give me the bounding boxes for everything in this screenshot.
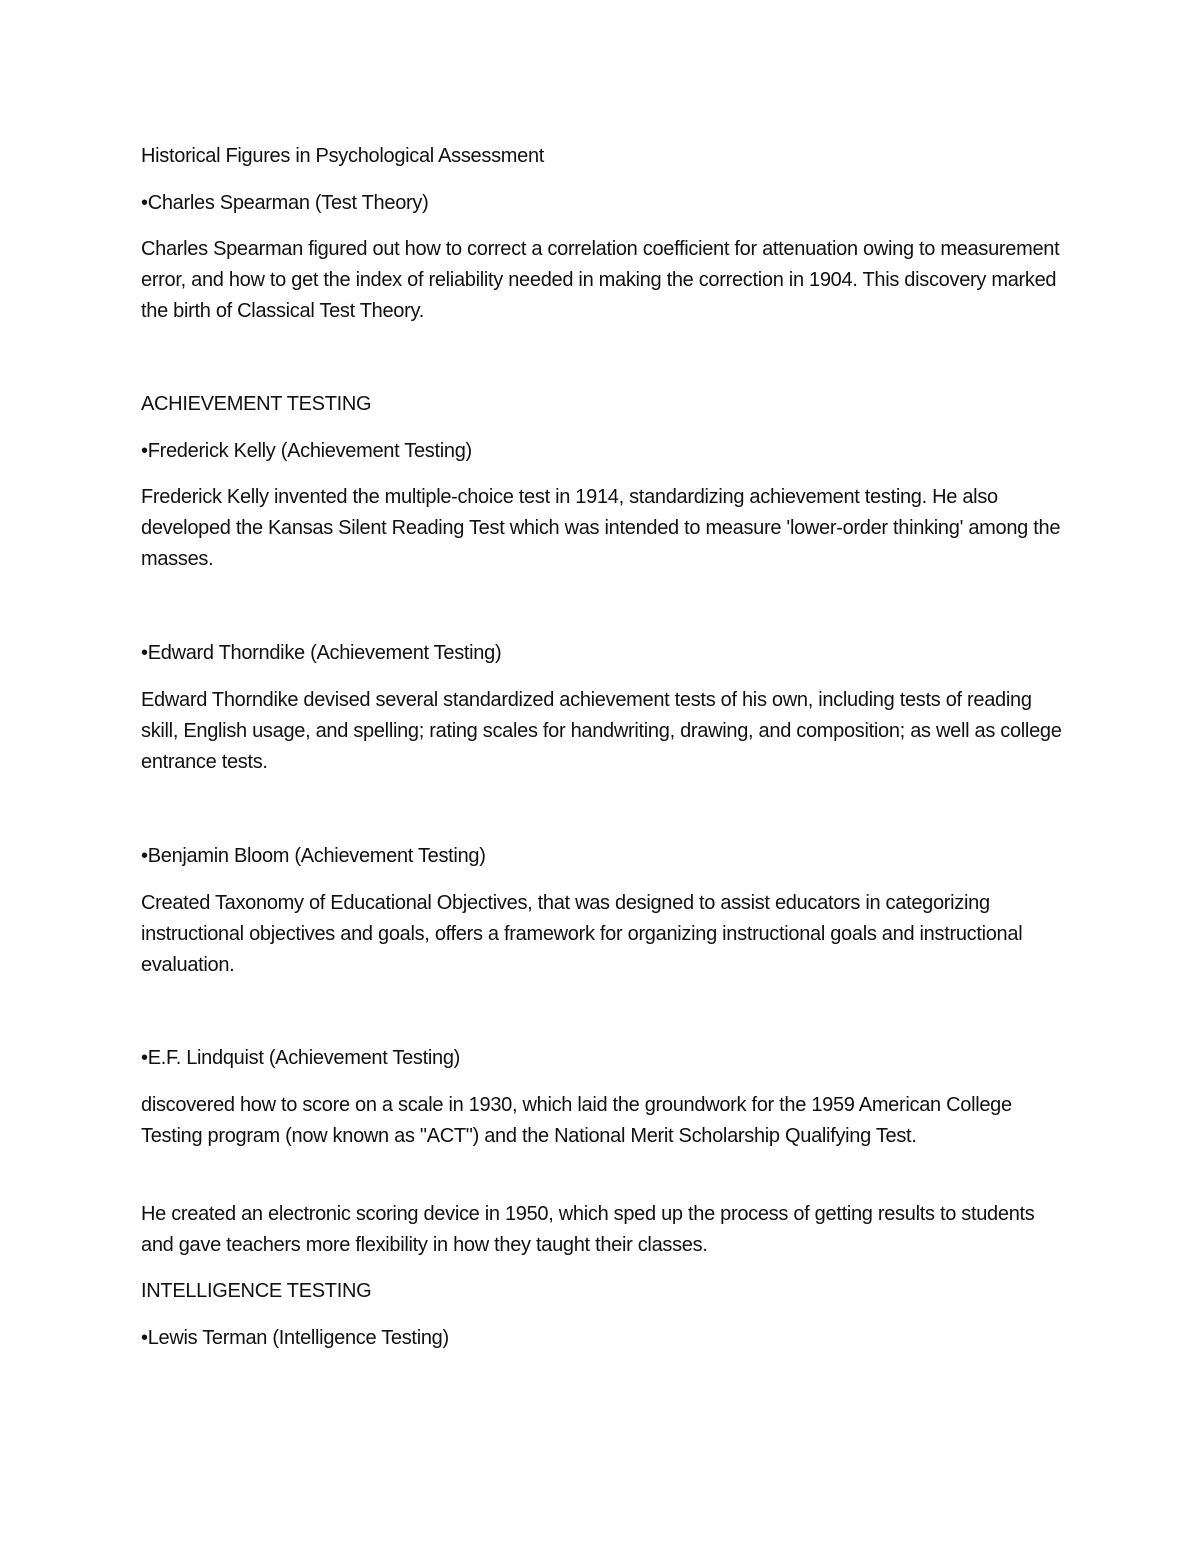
spearman-heading: •Charles Spearman (Test Theory) — [141, 192, 429, 214]
lindquist-paragraph-1: discovered how to score on a scale in 1930, which laid the groundwork for the 1959 American College Testing program (now known as "ACT") and the National Merit Scholarship Qualifying Test. — [141, 1094, 1012, 1147]
terman-heading: •Lewis Terman (Intelligence Testing) — [141, 1327, 449, 1349]
spearman-paragraph: Charles Spearman figured out how to correct a correlation coefficient for attenuation owing to measurement error, and how to get the index of reliability needed in making the correction in 1904. This discovery marked the birth of Classical Test Theory. — [141, 238, 1060, 322]
bloom-heading: •Benjamin Bloom (Achievement Testing) — [141, 845, 486, 867]
thorndike-paragraph: Edward Thorndike devised several standardized achievement tests of his own, including tests of reading skill, English usage, and spelling; rating scales for handwriting, drawing, and composition; as well as college entrance tests. — [141, 689, 1062, 773]
lindquist-heading: •E.F. Lindquist (Achievement Testing) — [141, 1047, 461, 1069]
lindquist-paragraph-2: He created an electronic scoring device in 1950, which sped up the process of getting results to students and gave teachers more flexibility in how they taught their classes. — [141, 1203, 1035, 1256]
document-title: Historical Figures in Psychological Assessment — [141, 145, 545, 167]
bloom-paragraph: Created Taxonomy of Educational Objectives, that was designed to assist educators in categorizing instructional objectives and goals, offers a framework for organizing instructional goals and instructional evaluation. — [141, 892, 1023, 976]
thorndike-heading: •Edward Thorndike (Achievement Testing) — [141, 642, 502, 664]
achievement-section-heading: ACHIEVEMENT TESTING — [141, 393, 372, 415]
kelly-paragraph: Frederick Kelly invented the multiple-choice test in 1914, standardizing achievement testing. He also developed the Kansas Silent Reading Test which was intended to measure 'lower-order thinking' among the masses. — [141, 486, 1061, 570]
kelly-heading: •Frederick Kelly (Achievement Testing) — [141, 440, 472, 462]
intelligence-section-heading: INTELLIGENCE TESTING — [141, 1280, 372, 1302]
